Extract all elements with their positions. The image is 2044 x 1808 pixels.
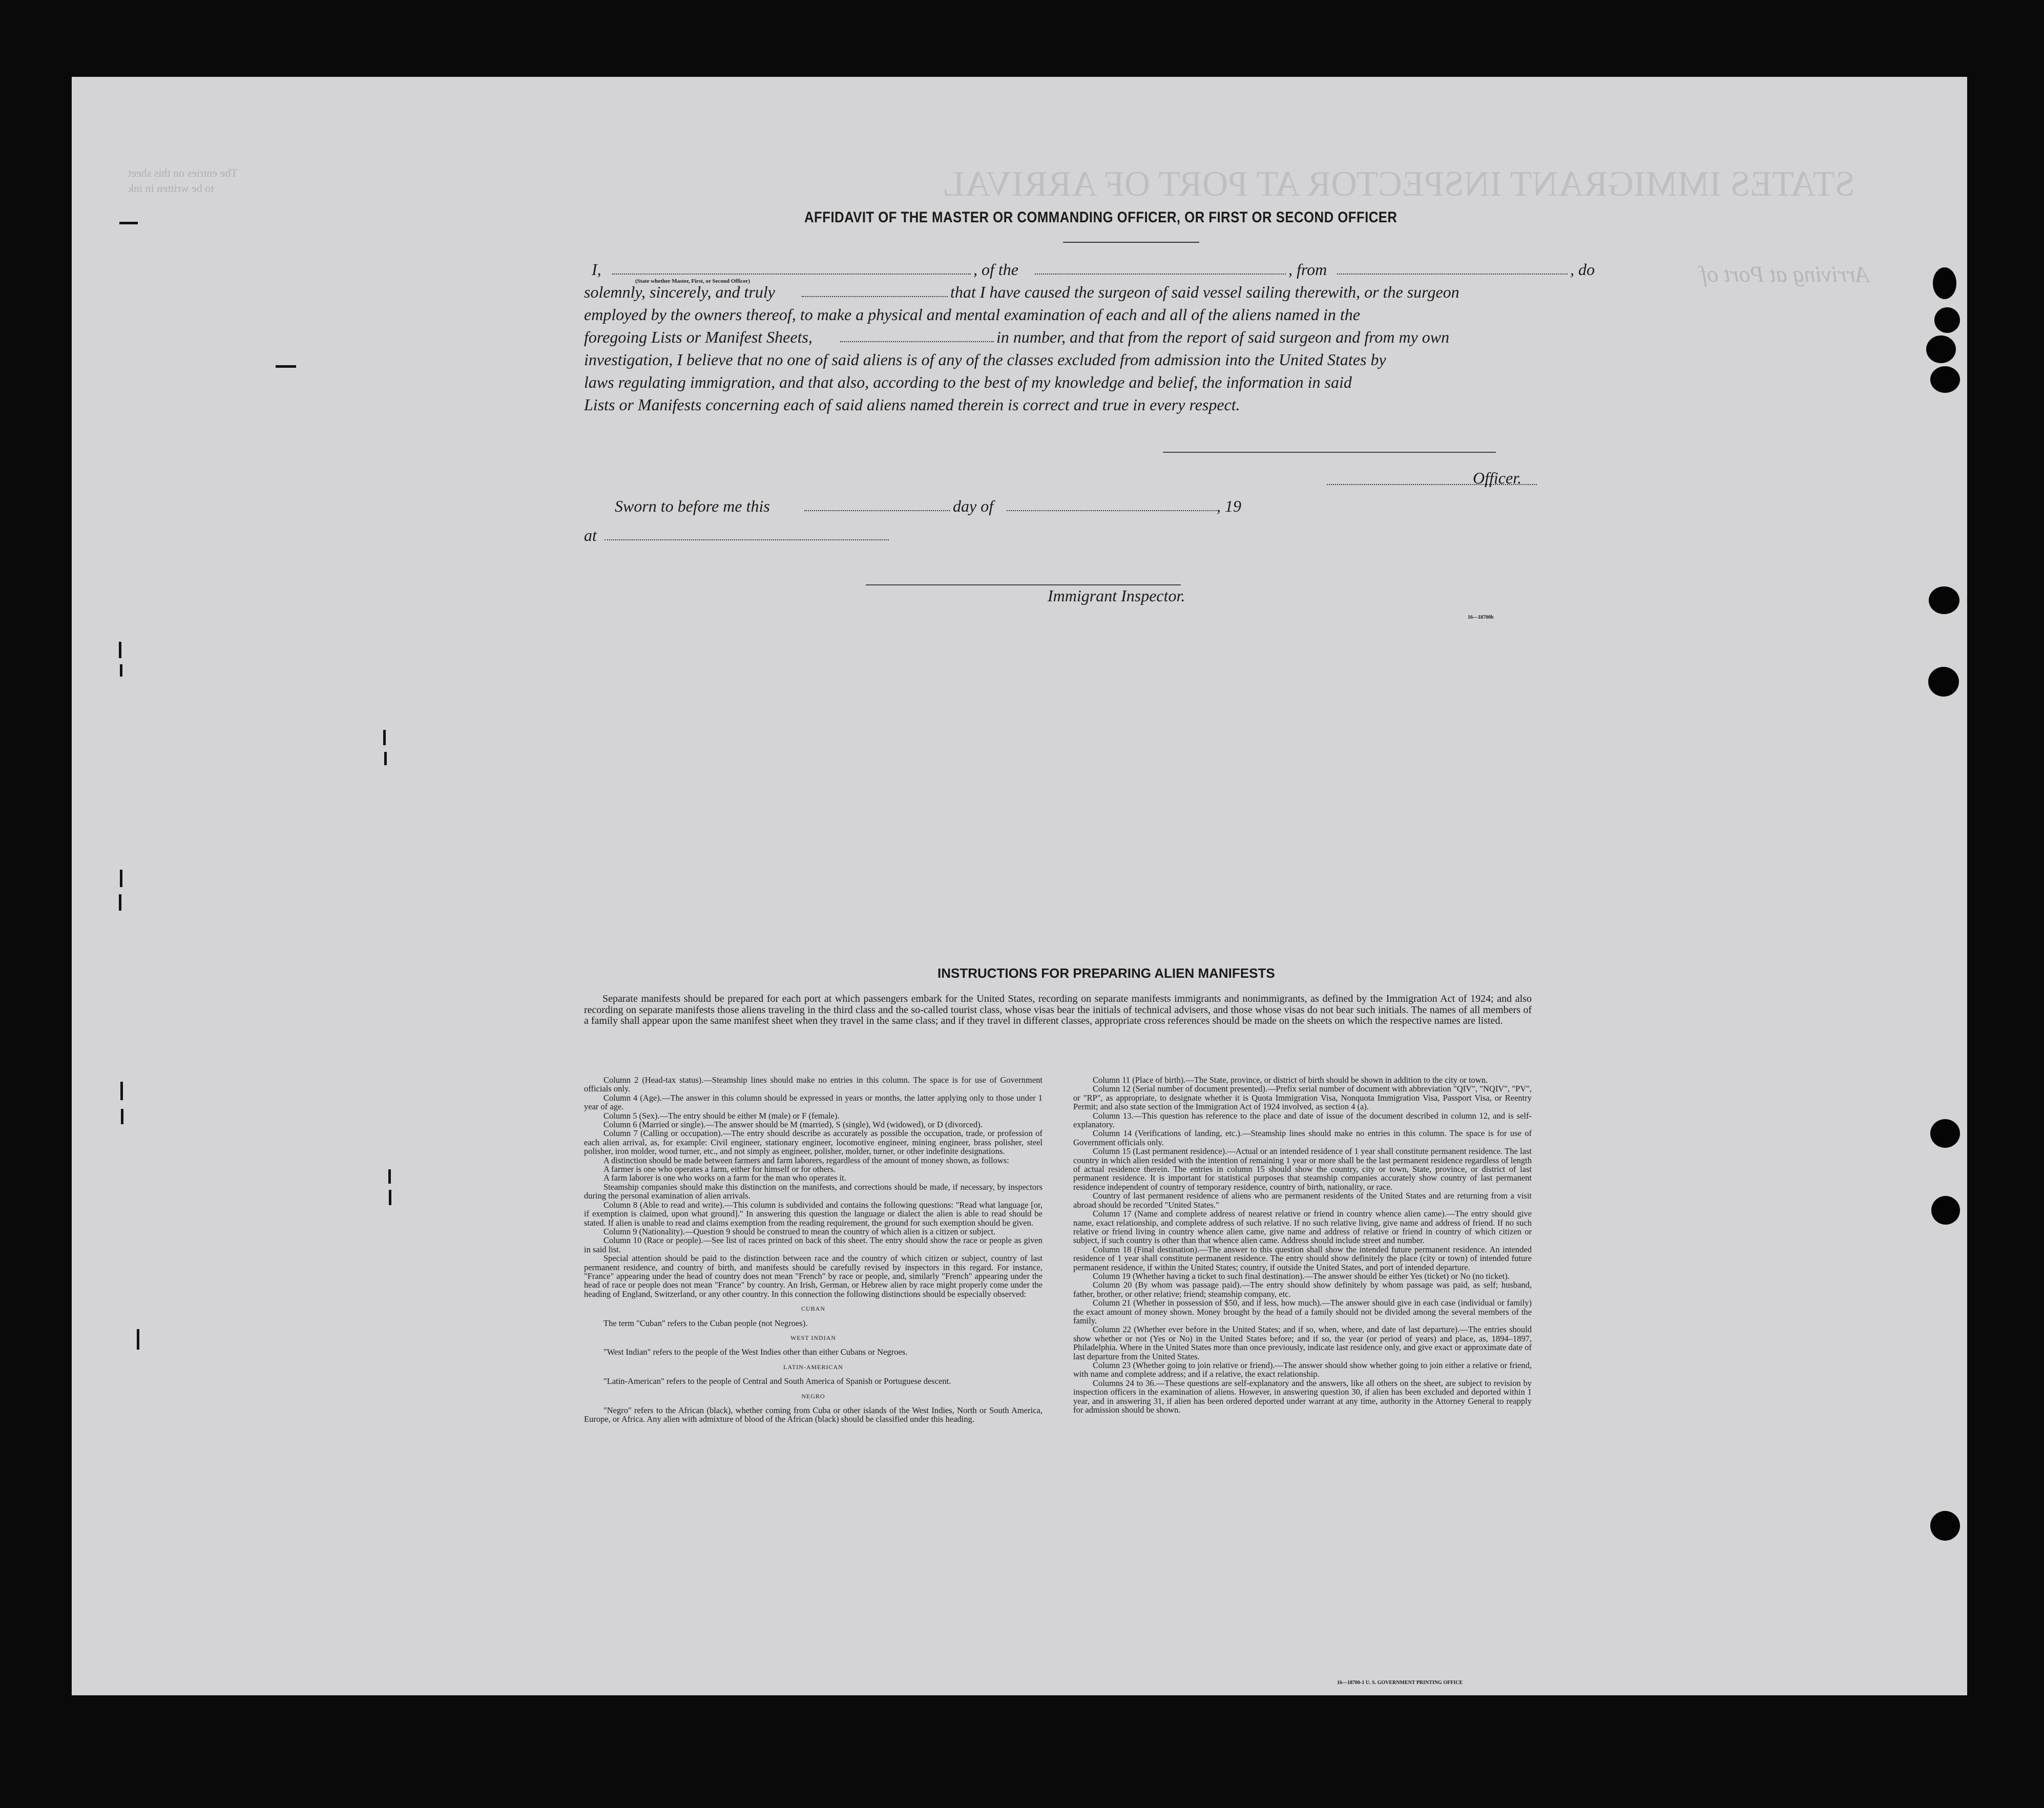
- latin-american-heading: LATIN-AMERICAN: [783, 1363, 843, 1371]
- margin-mark: [121, 1109, 123, 1124]
- bleed-through-note-1: The entries on this sheet: [128, 166, 238, 179]
- instructions-intro: Separate manifests should be prepared for each port at which passengers embark for the United States, recording on separate manifests immigrants and nonimmigrants, as defined by the Immigration Act of 1924; and also recording on separate manifests those aliens traveling in the third class and the so-called tourist class, whose visas bear the initials of technical advisers, and those whose visas do not bear such initials. The names of all members of a family shall appear upon the same manifest sheet when they travel in the same class; and if they travel in different classes, appropriate cross references should be made on the sheets on which the respective names are listed.: [584, 993, 1532, 1027]
- left-paragraph: Column 7 (Calling or occupation).—The entry should describe as accurately as possible the occupation, trade, or profession of each alien arrival, as, for example: Civil engineer, stationary engineer, locomotive engineer, mining engineer, brass polisher, steel polisher, iron molder, wood turner, etc., and not simply as engineer, polisher, molder, turner, or other indefinite designations.: [584, 1128, 1042, 1157]
- year-label: , 19: [1217, 497, 1241, 515]
- margin-mark: [388, 1169, 391, 1184]
- affidavit-title: AFFIDAVIT OF THE MASTER OR COMMANDING OFFICER, OR FIRST OR SECOND OFFICER: [804, 209, 1398, 226]
- margin-mark: [137, 1329, 139, 1350]
- right-paragraph: Column 11 (Place of birth).—The State, province, or district of birth should be shown in addition to the city or town.: [1093, 1075, 1488, 1085]
- right-paragraph: Column 23 (Whether going to join relative or friend).—The answer should show whether going to join either a relative or friend, with name and complete address; and if a relative, the exact relationship.: [1073, 1360, 1532, 1379]
- west-indian-text: "West Indian" refers to the people of the West Indies other than either Cubans or Negroes.: [603, 1347, 908, 1357]
- affidavit-line-1-do: , do: [1570, 260, 1595, 279]
- binder-hole: [1931, 1196, 1960, 1225]
- margin-mark: [120, 1082, 123, 1100]
- right-paragraph: Column 21 (Whether in possession of $50, and if less, how much).—The answer should give in each case (individual or family) the exact amount of money shown. Money brought by the head of a family should not be divided among the several members of the family.: [1073, 1298, 1532, 1326]
- right-paragraph: Column 20 (By whom was passage paid).—The entry should show definitely by whom passage was paid, as self; husband, father, brother, or other relative; friend; steamship company, etc.: [1073, 1280, 1532, 1299]
- margin-mark: [383, 730, 386, 745]
- margin-mark: [119, 222, 138, 224]
- left-paragraph: A farmer is one who operates a farm, either for himself or for others.: [603, 1164, 836, 1174]
- inspector-label: Immigrant Inspector.: [1048, 586, 1185, 605]
- left-paragraph: A distinction should be made between farmers and farm laborers, regardless of the amount of money shown, as follows:: [603, 1155, 1009, 1165]
- affidavit-line-1-of: , of the: [973, 260, 1018, 279]
- affidavit-line-6: laws regulating immigration, and that also, according to the best of my knowledge and belief, the information in said: [584, 373, 1352, 391]
- affidavit-line-4a: foregoing Lists or Manifest Sheets,: [584, 328, 812, 346]
- right-paragraph: Column 19 (Whether having a ticket to such final destination).—The answer should be either Yes (ticket) or No (no ticket).: [1093, 1271, 1510, 1281]
- left-paragraph: Column 10 (Race or people).—See list of races printed on back of this sheet. The entry should show the race or people as given in said list.: [584, 1235, 1042, 1254]
- bleed-through-note-2: to be written in ink: [128, 182, 214, 195]
- binder-hole: [1930, 1119, 1960, 1148]
- right-paragraph: Column 15 (Last permanent residence).—Actual or an intended residence of 1 year shall constitute permanent residence. The last country in which alien resided with the intention of remaining 1 year or more shall be the last permanent residence regardless of length of actual residence therein. The entries in column 15 should show the country, city or town, State, province, or district of last permanent residence. It is important for statistical purposes that steamship companies accurately show country of last permanent residence independent of country of temporary residence, country of birth, nationality, or race.: [1073, 1146, 1532, 1192]
- margin-mark: [384, 752, 387, 765]
- instructions-left-column: [584, 1076, 1042, 1424]
- form-number: 16—18700b: [1468, 615, 1494, 620]
- right-paragraph: Column 17 (Name and complete address of nearest relative or friend in country whence alien came).—The entry should give name, exact relationship, and complete address of such relative. If no such relative living, give name and address of friend. If no such relative or friend living in country whence alien came, give name and address of relative or friend in country of which citizen or subject, if such country is other than that whence alien came. Address should include street and number.: [1073, 1209, 1532, 1246]
- instructions-title: INSTRUCTIONS FOR PREPARING ALIEN MANIFESTS: [937, 965, 1275, 981]
- binder-hole: [1929, 586, 1959, 614]
- sheet-count-field: [840, 341, 994, 342]
- affidavit-line-3: employed by the owners thereof, to make a physical and mental examination of each and all of the aliens named in the: [584, 305, 1360, 324]
- left-paragraph: Column 5 (Sex).—The entry should be either M (male) or F (female).: [603, 1110, 840, 1121]
- left-paragraph: Steamship companies should make this distinction on the manifests, and corrections should be made, if necessary, by inspectors during the personal examination of alien arrivals.: [584, 1182, 1042, 1201]
- sworn-place-field: [604, 539, 889, 540]
- right-paragraph: Column 13.—This question has reference to the place and date of issue of the document described in column 12, and is self-explanatory.: [1073, 1110, 1532, 1130]
- left-paragraph: Special attention should be paid to the distinction between race and the country of which citizen or subject, country of last permanent residence, and country of birth, and manifests should be carefully revised by inspectors in this regard. For instance, "France" appearing under the head of country does not mean "French" by race or people, and, similarly "French" appearing under the head of race or people does not mean "France" by country. An Irish, German, or Hebrew alien by race might properly come under the heading of England, Switzerland, or any other country. In this connection the following distinctions should be especially observed:: [584, 1253, 1042, 1299]
- instructions-right-column: [1073, 1076, 1532, 1414]
- right-paragraph: Country of last permanent residence of aliens who are permanent residents of the United States and are returning from a visit abroad should be recorded "United States.": [1073, 1191, 1532, 1210]
- sworn-month-field: [1007, 510, 1217, 511]
- latin-american-text: "Latin-American" refers to the people of Central and South America of Spanish or Portuguese descent.: [603, 1376, 951, 1386]
- left-paragraph: Column 6 (Married or single).—The answer should be M (married), S (single), Wd (widowed), or D (divorced).: [603, 1120, 983, 1130]
- right-paragraph: Column 18 (Final destination).—The answer to this question shall show the intended future permanent residence. An intended residence of 1 year shall constitute permanent residence. The entry should show definitely the place (city or town) of intended future permanent residence, if within the United States; country, if outside the United States, and port of intended departure.: [1073, 1244, 1532, 1272]
- binder-hole: [1934, 307, 1960, 333]
- margin-mark: [120, 870, 122, 887]
- margin-mark: [120, 664, 122, 677]
- sworn-day-field: [804, 510, 950, 511]
- binder-hole: [1928, 667, 1959, 697]
- at-label: at: [584, 526, 597, 544]
- title-rule: [1063, 242, 1199, 243]
- left-paragraph: Column 9 (Nationality).—Question 9 should be construed to mean the country of which alien is a citizen or subject.: [603, 1226, 996, 1236]
- bleed-through-subheading: Arriving at Port of: [1701, 262, 1869, 287]
- affidavit-line-2a: solemnly, sincerely, and truly: [584, 283, 775, 301]
- negro-heading: NEGRO: [801, 1392, 825, 1400]
- affidavit-line-1-i: I,: [592, 260, 601, 279]
- right-paragraph: Columns 24 to 36.—These questions are self-explanatory and the answers, like all others on the sheet, are subject to revision by inspection officers in the examination of aliens. However, in answering question 30, if alien has been excluded and deported within 1 year, and in answering 31, if alien has been ordered deported under warrant at any time, authority in the Attorney General to reapply for admission should be shown.: [1073, 1378, 1532, 1415]
- affidavit-line-2b: that I have caused the surgeon of said vessel sailing therewith, or the surgeon: [950, 283, 1459, 301]
- bleed-through-heading: STATES IMMIGRANT INSPECTOR AT PORT OF ARRIVAL: [943, 164, 1855, 204]
- binder-hole: [1926, 335, 1956, 363]
- inspector-signature-line: [866, 584, 1181, 585]
- negro-text: "Negro" refers to the African (black), whether coming from Cuba or other islands of the West Indies, North or South America, Europe, or Africa. Any alien with admixture of blood of the African (black) should be classified under this heading.: [584, 1405, 1042, 1424]
- right-paragraph: Column 22 (Whether ever before in the United States; and if so, when, where, and date of last departure).—The entries should show whether or not (Yes or No) in the United States before; and if so, the year (or period of years) and place, as, 1894–1897, Philadelphia. Where in the United States more than once previously, indicate last residence only, and give exact or approximate date of last departure from the United States.: [1073, 1325, 1532, 1361]
- port-from-field: [1337, 274, 1568, 275]
- officer-name-field: [612, 274, 971, 275]
- officer-signature-line: [1163, 452, 1496, 453]
- binder-hole: [1930, 366, 1960, 393]
- margin-mark: [389, 1190, 391, 1205]
- officer-label: Officer.: [1473, 469, 1522, 487]
- left-paragraph: A farm laborer is one who works on a farm for the man who operates it.: [603, 1173, 846, 1183]
- left-paragraph: Column 8 (Able to read and write).—This column is subdivided and contains the following questions: "Read what language [or, if exemption is claimed, upon what ground]." In answering this question the language or dialect the alien is able to read should be stated. If alien is unable to read and claims exemption from the reading requirement, the ground for such exemption should be given.: [584, 1200, 1042, 1228]
- day-of-label: day of: [953, 497, 994, 515]
- right-paragraph: Column 12 (Serial number of document presented).—Prefix serial number of document with abbreviation "QIV", "NQIV", "PV", or "RP", as appropriate, to designate whether it is Quota Immigration Visa, Nonquota Immigration Visa, Passport Visa, or Reentry Permit; and also state section of the Immigration Act of 1924 involved, as section 4 (a).: [1073, 1084, 1532, 1112]
- margin-mark: [276, 365, 296, 368]
- cuban-heading: CUBAN: [801, 1305, 825, 1313]
- affidavit-line-1-from: , from: [1288, 260, 1327, 279]
- vessel-name-field: [1035, 274, 1286, 275]
- printing-office-footer: 16—18700-1 U. S. GOVERNMENT PRINTING OFFICE: [1337, 1680, 1463, 1686]
- affidavit-line-7: Lists or Manifests concerning each of said aliens named therein is correct and true in every respect.: [584, 395, 1240, 414]
- binder-hole: [1933, 267, 1956, 299]
- binder-hole: [1930, 1511, 1960, 1541]
- right-paragraph: Column 14 (Verifications of landing, etc.).—Steamship lines should make no entries in this column. The space is for use of Government officials only.: [1073, 1128, 1532, 1147]
- blank-field-2: [802, 296, 948, 297]
- document-sheet: [72, 77, 1967, 1695]
- margin-mark: [119, 642, 121, 658]
- left-paragraph: Column 2 (Head-tax status).—Steamship lines should make no entries in this column. The space is for use of Government officials only.: [584, 1075, 1042, 1094]
- cuban-text: The term "Cuban" refers to the Cuban people (not Negroes).: [603, 1318, 808, 1328]
- west-indian-heading: WEST INDIAN: [790, 1334, 837, 1341]
- affidavit-line-4b: in number, and that from the report of said surgeon and from my own: [996, 328, 1450, 346]
- left-paragraph: Column 4 (Age).—The answer in this column should be expressed in years or months, the latter applying only to those under 1 year of age.: [584, 1092, 1042, 1112]
- margin-mark: [119, 894, 121, 911]
- sworn-label: Sworn to before me this: [615, 497, 770, 515]
- officer-rank-note: (State whether Master, First, or Second Officer): [635, 278, 750, 284]
- affidavit-line-5: investigation, I believe that no one of said aliens is of any of the classes excluded from admission into the United States by: [584, 350, 1386, 369]
